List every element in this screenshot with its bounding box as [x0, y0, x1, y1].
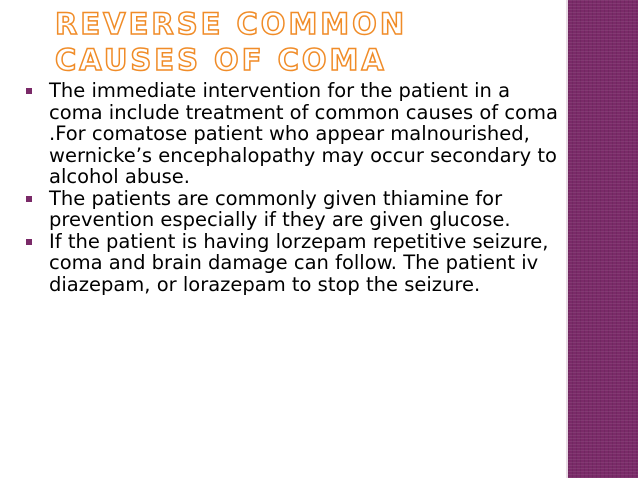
- bullet-item-3: [22, 231, 562, 296]
- bullet-text-1: The immediate intervention for the patient in a coma include treatment of common causes of coma .For comatose patient who appear malnourished, wernicke’s encephalopathy may occur secondary to alcohol abuse.: [49, 79, 558, 188]
- bullet-list: [22, 80, 562, 295]
- square-bullet-icon: [26, 196, 32, 202]
- square-bullet-icon: [26, 239, 32, 245]
- bullet-text-3: If the patient is having lorzepam repetitive seizure, coma and brain damage can follow. The patient iv diazepam, or lorazepam to stop the seizure.: [49, 229, 549, 296]
- bullet-text-2: The patients are commonly given thiamine for prevention especially if they are given glucose.: [49, 186, 511, 231]
- bullet-item-2: [22, 188, 562, 231]
- slide-title: REVERSE COMMON CAUSES OF COMA: [55, 7, 408, 77]
- bullet-item-1: [22, 80, 562, 188]
- decorative-side-panel: [568, 0, 638, 478]
- square-bullet-icon: [26, 88, 32, 94]
